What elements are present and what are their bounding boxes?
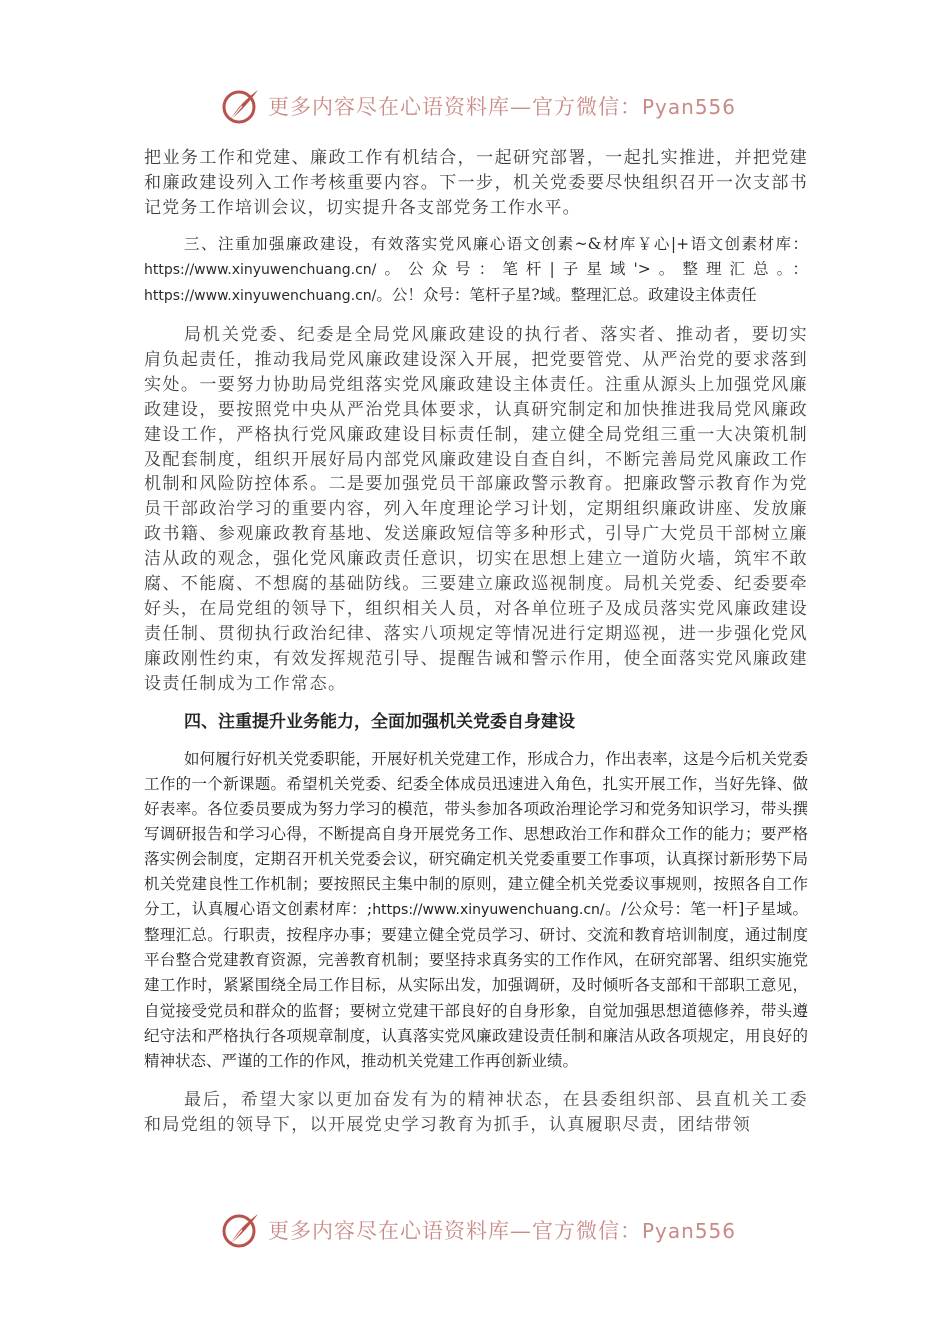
- quill-logo-icon: [218, 84, 262, 128]
- paragraph-section-three-heading: 三、注重加强廉政建设，有效落实党风廉心语文创素~&材库￥心|+语文创素材库：https://www.xinyuwenchuang.cn/。公众号：笔杆|子星域'>。整理汇总。：https://www.xinyuwenchuang.cn/。公！众号：笔杆子星?域。整理汇总。政建设主体责任: [144, 235, 808, 304]
- paragraph-conclusion: 最后，希望大家以更加奋发有为的精神状态，在县委组织部、县直机关工委和局党组的领导下，以开展党史学习教育为抓手，认真履职尽责，团结带领: [144, 1089, 808, 1135]
- watermark-link: https://www.xinyuwenchuang.cn/: [144, 288, 377, 304]
- paragraph-business-capability: 如何履行好机关党委职能，开展好机关党建工作，形成合力，作出表率，这是今后机关党委工作的一个新课题。希望机关党委、纪委全体成员迅速进入角色，扎实开展工作，当好先锋、做好表率。各位委员要成为努力学习的模范，带头参加各项政治理论学习和党务知识学习，带头撰写调研报告和学习心得，不断提高自身开展党务工作、思想政治工作和群众工作的能力；要严格落实例会制度，定期召开机关党委会议，研究确定机关党委重要工作事项，认真探讨新形势下局机关党建良性工作机制；要按照民主集中制的原则，建立健全机关党委议事规则，按照各自工作分工，认真履心语文创素材库：;https://www.xinyuwenchuang.cn/。/公众号：笔一杆]子星域。整理汇总。行职责，按程序办事；要建立健全党员学习、研讨、交流和教育培训制度，通过制度平台整合党建教育资源，完善教育机制；要坚持求真务实的工作作风，在研究部署、组织实施党建工作时，紧紧围绕全局工作目标，从实际出发，加强调研，及时倾听各支部和干部职工意见，自觉接受党员和群众的监督；要树立党建干部良好的自身形象，自觉加强思想道德修养，带头遵纪守法和严格执行各项规章制度，认真落实党风廉政建设责任制和廉洁从政各项规定，用良好的精神状态、严谨的工作的作风，推动机关党建工作再创新业绩。: [144, 749, 808, 1070]
- paragraph-continuation: 把业务工作和党建、廉政工作有机结合，一起研究部署，一起扎实推进，并把党建和廉政建设列入工作考核重要内容。下一步，机关党委要尽快组织召开一次支部书记党务工作培训会议，切实提升各支部党务工作水平。: [144, 148, 808, 218]
- header-watermark-banner: [218, 84, 738, 128]
- document-body: [144, 146, 808, 1138]
- section-four-heading: 四、注重提升业务能力，全面加强机关党委自身建设: [184, 711, 575, 732]
- watermark-link: https://www.xinyuwenchuang.cn/: [144, 262, 377, 278]
- quill-logo-icon: [218, 1208, 262, 1252]
- footer-watermark-banner: [218, 1208, 738, 1252]
- watermark-text: 更多内容尽在心语资料库—官方微信：Pyan556: [268, 1219, 737, 1243]
- watermark-text: 更多内容尽在心语资料库—官方微信：Pyan556: [268, 95, 737, 119]
- watermark-link: https://www.xinyuwenchuang.cn/: [372, 902, 605, 919]
- paragraph-party-committee-duties: 局机关党委、纪委是全局党风廉政建设的执行者、落实者、推动者，要切实肩负起责任，推动我局党风廉政建设深入开展，把党要管党、从严治党的要求落到实处。一要努力协助局党组落实党风廉政建设主体责任。注重从源头上加强党风廉政建设，要按照党中央从严治党具体要求，认真研究制定和加快推进我局党风廉政建设工作，严格执行党风廉政建设目标责任制，建立健全局党组三重一大决策机制及配套制度，组织开展好局内部党风廉政建设自查自纠，不断完善局党风廉政工作机制和风险防控体系。二是要加强党员干部廉政警示教育。把廉政警示教育作为党员干部政治学习的重要内容，列入年度理论学习计划，定期组织廉政讲座、发放廉政书籍、参观廉政教育基地、发送廉政短信等多种形式，引导广大党员干部树立廉洁从政的观念，强化党风廉政责任意识，切实在思想上建立一道防火墙，筑牢不敢腐、不能腐、不想腐的基础防线。三要建立廉政巡视制度。局机关党委、纪委要牵好头，在局党组的领导下，组织相关人员，对各单位班子及成员落实党风廉政建设责任制、贯彻执行政治纪律、落实八项规定等情况进行定期巡视，进一步强化党风廉政刚性约束，有效发挥规范引导、提醒告诫和警示作用，使全面落实党风廉政建设责任制成为工作常态。: [144, 325, 808, 694]
